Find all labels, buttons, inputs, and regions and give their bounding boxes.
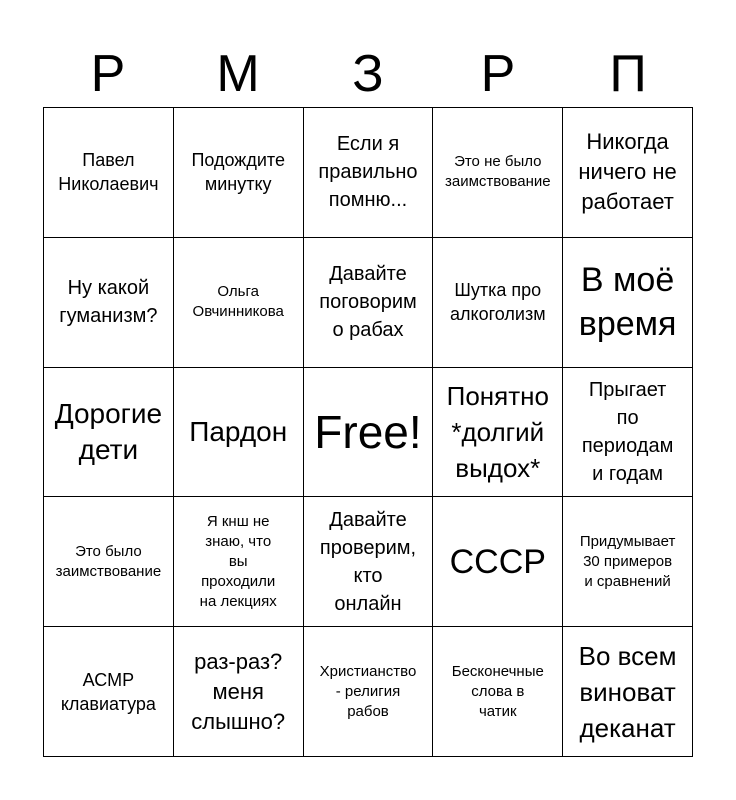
bingo-cell-r2c4[interactable] xyxy=(433,238,563,368)
cell-label: Я кнш не знаю, что вы проходили на лекциях xyxy=(199,512,277,610)
bingo-cell-r1c3[interactable] xyxy=(304,108,434,238)
cell-label: Ну какой гуманизм? xyxy=(59,277,158,328)
bingo-cell-r5c4[interactable] xyxy=(433,627,563,757)
cell-label: АСМР клавиатура xyxy=(60,669,156,714)
bingo-cell-r2c5[interactable] xyxy=(563,238,693,368)
bingo-cell-r2c2[interactable] xyxy=(174,238,304,368)
cell-label: Пардон xyxy=(189,415,288,447)
cell-label: СССР xyxy=(449,542,546,581)
header-letter-4: Р xyxy=(480,45,516,103)
header-letter-5: П xyxy=(609,45,647,103)
bingo-cell-r1c5[interactable] xyxy=(563,108,693,238)
bingo-cell-r4c5[interactable] xyxy=(563,497,693,627)
bingo-cell-r5c1[interactable] xyxy=(44,627,174,757)
bingo-header xyxy=(43,40,693,108)
bingo-cell-r4c4[interactable] xyxy=(433,497,563,627)
cell-label: Прыгает по периодам и годам xyxy=(581,378,674,485)
cell-label: раз-раз? меня слышно? xyxy=(191,648,286,734)
bingo-cell-r2c3[interactable] xyxy=(304,238,434,368)
cell-label: Понятно *долгий выдох* xyxy=(446,380,549,483)
bingo-cell-r1c4[interactable] xyxy=(433,108,563,238)
bingo-cell-free[interactable] xyxy=(304,368,434,498)
cell-label: Бесконечные слова в чатик xyxy=(451,662,544,720)
bingo-cell-r5c5[interactable] xyxy=(563,627,693,757)
bingo-cell-r3c5[interactable] xyxy=(563,368,693,498)
header-letter-1: Р xyxy=(90,45,126,103)
bingo-cell-r4c3[interactable] xyxy=(304,497,434,627)
cell-label: Это было заимствование xyxy=(55,542,162,580)
cell-label: Давайте проверим, кто онлайн xyxy=(319,508,417,615)
cell-label: Никогда ничего не работает xyxy=(578,129,677,215)
free-space-label: Free! xyxy=(314,405,422,458)
bingo-cell-r4c2[interactable] xyxy=(174,497,304,627)
cell-label: Павел Николаевич xyxy=(58,150,159,195)
bingo-cell-r1c2[interactable] xyxy=(174,108,304,238)
cell-label: Подождите минутку xyxy=(191,150,285,195)
bingo-cell-r3c4[interactable] xyxy=(433,368,563,498)
cell-label: Во всем виноват деканат xyxy=(578,640,677,743)
bingo-cell-r3c2[interactable] xyxy=(174,368,304,498)
bingo-cell-r2c1[interactable] xyxy=(44,238,174,368)
cell-label: Дорогие дети xyxy=(54,397,163,465)
bingo-board xyxy=(43,107,693,757)
bingo-cell-r3c1[interactable] xyxy=(44,368,174,498)
header-letter-2: М xyxy=(216,45,260,103)
cell-label: Давайте поговорим о рабах xyxy=(319,263,417,342)
cell-label: Если я правильно помню... xyxy=(318,133,418,212)
cell-label: В моё время xyxy=(578,261,677,344)
bingo-cell-r1c1[interactable] xyxy=(44,108,174,238)
cell-label: Это не было заимствование xyxy=(445,153,551,191)
bingo-cell-r4c1[interactable] xyxy=(44,497,174,627)
cell-label: Христианство - религия рабов xyxy=(319,662,417,720)
bingo-cell-r5c2[interactable] xyxy=(174,627,304,757)
cell-label: Придумывает 30 примеров и сравнений xyxy=(579,532,676,590)
cell-label: Шутка про алкоголизм xyxy=(450,280,546,325)
bingo-cell-r5c3[interactable] xyxy=(304,627,434,757)
cell-label: Ольга Овчинникова xyxy=(192,283,284,321)
header-letter-3: З xyxy=(352,45,384,103)
